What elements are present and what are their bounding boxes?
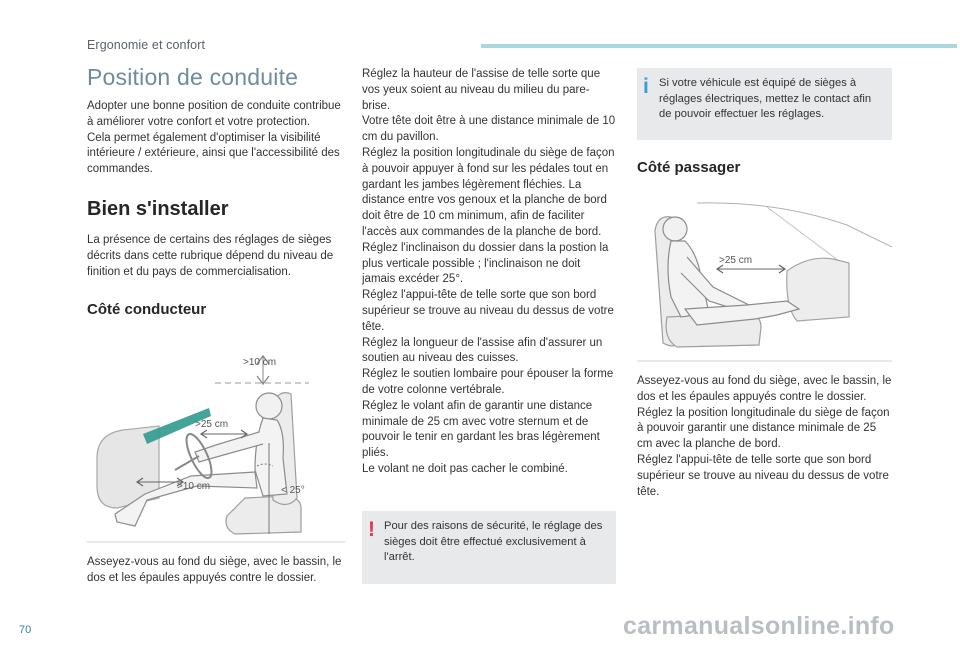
driver-caption: Asseyez-vous au fond du siège, avec le bassin, le dos et les épaules appuyés contre le dossier. [87,556,342,584]
driver-label-knee-distance: >10 cm [177,481,211,492]
watermark: carmanualsonline.info [623,612,895,640]
driver-instructions: Réglez la hauteur de l'assise de telle sorte que vos yeux soient au niveau du milieu du pare-brise. Votre tête doit être à une distance minimale de 10 cm du pavillon. Réglez la position longitudinale du siège de façon à pouvoir appuyer à fond sur les pédales tout en gardant les jambes légèrement fléchies. La distance entre vos genoux et la planche de bord doit être de 10 cm minimum, afin de faciliter l'accès aux commandes de la planche de bord. Réglez l'inclinaison du dossier dans la postion la plus verticale possible ; l'inclinaison ne doit jamais excéder 25°. Réglez l'appui-tête de telle sorte que son bord supérieur se trouve au niveau du dessus de votre tête. Réglez la longueur de l'assise afin d'assurer un soutien au niveau des cuisses. Réglez le soutien lombaire pour épouser la forme de votre colonne vertébrale. Réglez le volant afin de garantir une distance minimale de 25 cm avec votre sternum et de pouvoir le tenir en gardant les bras légèrement pliés. Le volant ne doit pas cacher le combiné. [362,68,616,475]
column-middle [362,67,616,478]
passenger-subtitle: Côté passager [637,159,741,176]
driver-label-backrest-angle: < 25° [281,485,305,496]
driver-seating-illustration [87,348,345,543]
header-section-label: Ergonomie et confort [87,38,206,52]
info-note [637,68,892,140]
section-title: Bien s'installer [87,197,229,220]
warning-note [362,511,616,584]
driver-label-head-clearance: >10 cm [243,357,277,368]
header-rule [481,44,957,48]
driver-subtitle: Côté conducteur [87,301,207,319]
info-text: Si votre véhicule est équipé de sièges à réglages électriques, mettez le contact afin de pouvoir effectuer les réglages. [659,77,872,121]
section-text: La présence de certains des réglages de sièges décrits dans cette rubrique dépend du niveau de finition et du pays de commercialisation. [87,233,334,278]
intro-text: Adopter une bonne position de conduite contribue à améliorer votre confort et votre protection. Cela permet également d'optimiser la visibilité intérieure / extérieure, ainsi que l'accessibilité des commandes. [87,100,341,176]
passenger-seating-illustration [637,197,892,362]
passenger-text: Asseyez-vous au fond du siège, avec le bassin, le dos et les épaules appuyés contre le dossier. Réglez la position longitudinale du siège de façon à pouvoir garantir une distance minimale de 25 cm avec la planche de bord. Réglez l'appui-tête de telle sorte que son bord supérieur se trouve au niveau du dessus de votre tête. [637,375,892,498]
page-number: 70 [19,624,32,636]
column-left [87,58,345,320]
warning-text: Pour des raisons de sécurité, le réglage des sièges doit être effectué exclusivement à l'arrêt. [384,520,603,564]
page-title: Position de conduite [87,64,299,90]
driver-label-wheel-distance: >25 cm [195,419,229,430]
warning-icon: ! [368,518,375,541]
info-icon: i [643,75,649,98]
passenger-label-dashboard-distance: >25 cm [719,255,753,266]
